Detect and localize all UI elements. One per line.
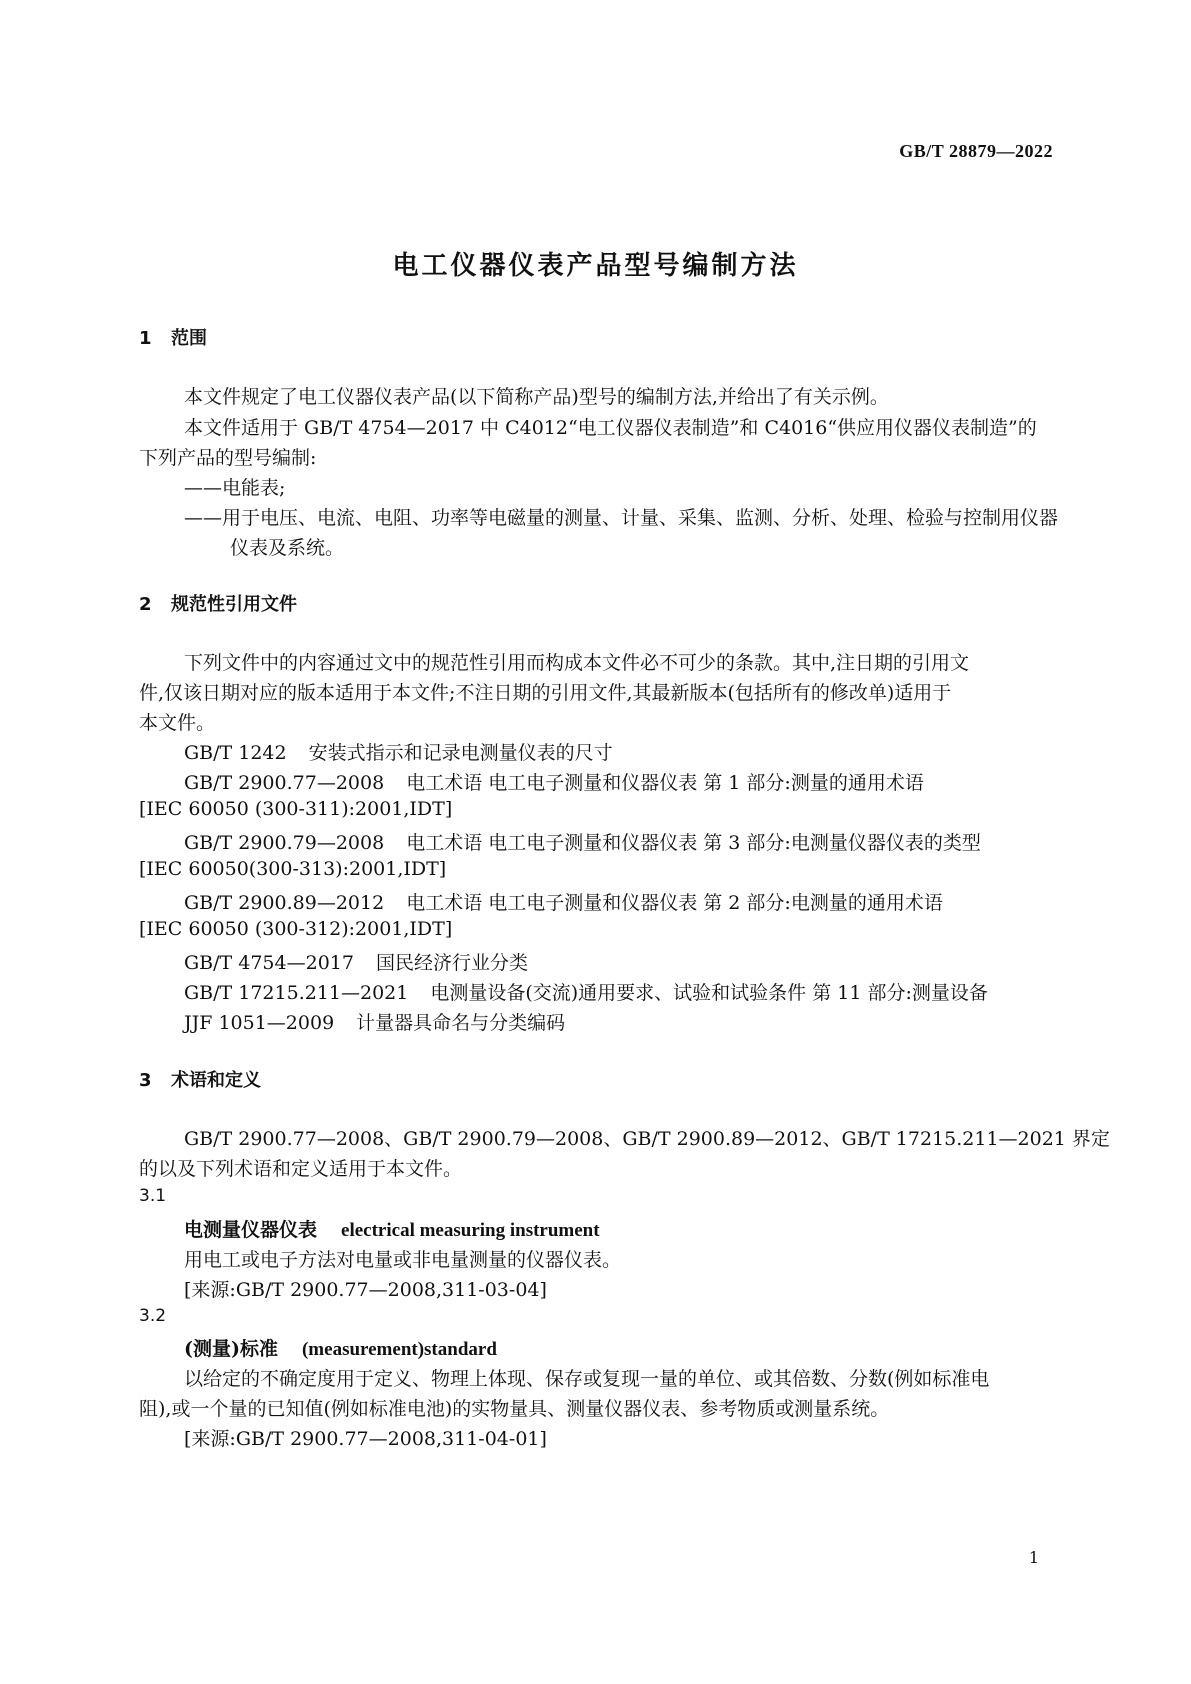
scope-list-item-2-line-1: ——用于电压、电流、电阻、功率等电磁量的测量、计量、采集、监测、分析、处理、检验与控制用仪器 [184, 507, 1059, 529]
reference-item [184, 768, 924, 795]
term-definition: 用电工或电子方法对电量或非电量测量的仪器仪表。 [184, 1249, 622, 1271]
reference-code: GB/T 1242 [184, 742, 287, 764]
section-2-heading [139, 590, 297, 616]
reference-item [184, 978, 988, 1005]
reference-title: 安装式指示和记录电测量仪表的尺寸 [308, 742, 613, 764]
reference-code: GB/T 2900.77—2008 [184, 772, 385, 794]
term-source: [来源:GB/T 2900.77—2008,311-03-04] [184, 1279, 547, 1301]
term-definition-line-2: 阻),或一个量的已知值(例如标准电池)的实物量具、测量仪器仪表、参考物质或测量系统。 [139, 1398, 890, 1420]
refs-intro-line-3: 本文件。 [139, 712, 216, 734]
term-number: 3.1 [139, 1186, 167, 1206]
page-number: 1 [1028, 1548, 1039, 1567]
reference-item-continuation: [IEC 60050 (300-312):2001,IDT] [139, 918, 453, 940]
scope-list-item-2-line-2: 仪表及系统。 [230, 537, 345, 559]
reference-item [184, 1008, 565, 1035]
term-number: 3.2 [139, 1306, 167, 1326]
section-3-heading [139, 1066, 261, 1092]
reference-code: GB/T 2900.89—2012 [184, 892, 385, 914]
reference-title: 电工术语 电工电子测量和仪器仪表 第 1 部分:测量的通用术语 [406, 772, 924, 794]
reference-title: 电工术语 电工电子测量和仪器仪表 第 2 部分:电测量的通用术语 [406, 892, 943, 914]
term-english: (measurement)standard [301, 1339, 497, 1360]
section-title: 术语和定义 [171, 1070, 261, 1091]
term-heading [184, 1215, 600, 1242]
refs-intro-line-1: 下列文件中的内容通过文中的规范性引用而构成本文件必不可少的条款。其中,注日期的引用文 [184, 652, 970, 674]
terms-intro-line-1: GB/T 2900.77—2008、GB/T 2900.79—2008、GB/T 2900.89—2012、GB/T 17215.211—2021 界定 [184, 1128, 1110, 1150]
reference-item [184, 948, 528, 975]
scope-list-item-1: ——电能表; [184, 477, 286, 499]
section-number: 1 [139, 328, 152, 349]
reference-title: 国民经济行业分类 [375, 952, 528, 974]
scope-paragraph-2-line-2: 下列产品的型号编制: [139, 447, 317, 469]
term-source: [来源:GB/T 2900.77—2008,311-04-01] [184, 1428, 547, 1450]
term-chinese: (测量)标准 [184, 1338, 278, 1360]
reference-item-continuation: [IEC 60050(300-313):2001,IDT] [139, 858, 447, 880]
reference-code: GB/T 4754—2017 [184, 952, 354, 974]
section-1-heading [139, 324, 207, 350]
scope-paragraph-2-line-1: 本文件适用于 GB/T 4754—2017 中 C4012“电工仪器仪表制造”和 C4016“供应用仪器仪表制造”的 [184, 417, 1037, 439]
terms-intro-line-2: 的以及下列术语和定义适用于本文件。 [139, 1158, 463, 1180]
section-number: 2 [139, 594, 152, 615]
standard-code: GB/T 28879—2022 [899, 141, 1053, 161]
reference-item-continuation: [IEC 60050 (300-311):2001,IDT] [139, 798, 453, 820]
term-definition-line-1: 以给定的不确定度用于定义、物理上体现、保存或复现一量的单位、或其倍数、分数(例如标准电 [184, 1368, 990, 1390]
reference-item [184, 888, 943, 915]
scope-paragraph-1: 本文件规定了电工仪器仪表产品(以下简称产品)型号的编制方法,并给出了有关示例。 [184, 386, 889, 408]
term-heading [184, 1334, 497, 1361]
document-title: 电工仪器仪表产品型号编制方法 [392, 251, 799, 281]
section-title: 范围 [171, 328, 207, 349]
reference-title: 计量器具命名与分类编码 [356, 1012, 566, 1034]
reference-item [184, 738, 613, 765]
reference-title: 电工术语 电工电子测量和仪器仪表 第 3 部分:电测量仪器仪表的类型 [406, 832, 981, 854]
term-english: electrical measuring instrument [341, 1220, 600, 1241]
reference-code: GB/T 2900.79—2008 [184, 832, 385, 854]
reference-title: 电测量设备(交流)通用要求、试验和试验条件 第 11 部分:测量设备 [430, 982, 988, 1004]
reference-item [184, 828, 981, 855]
reference-code: GB/T 17215.211—2021 [184, 982, 409, 1004]
term-chinese: 电测量仪器仪表 [184, 1219, 318, 1241]
section-number: 3 [139, 1070, 152, 1091]
reference-code: JJF 1051—2009 [184, 1012, 335, 1034]
refs-intro-line-2: 件,仅该日期对应的版本适用于本文件;不注日期的引用文件,其最新版本(包括所有的修改单)适用于 [139, 682, 952, 704]
section-title: 规范性引用文件 [171, 594, 297, 615]
